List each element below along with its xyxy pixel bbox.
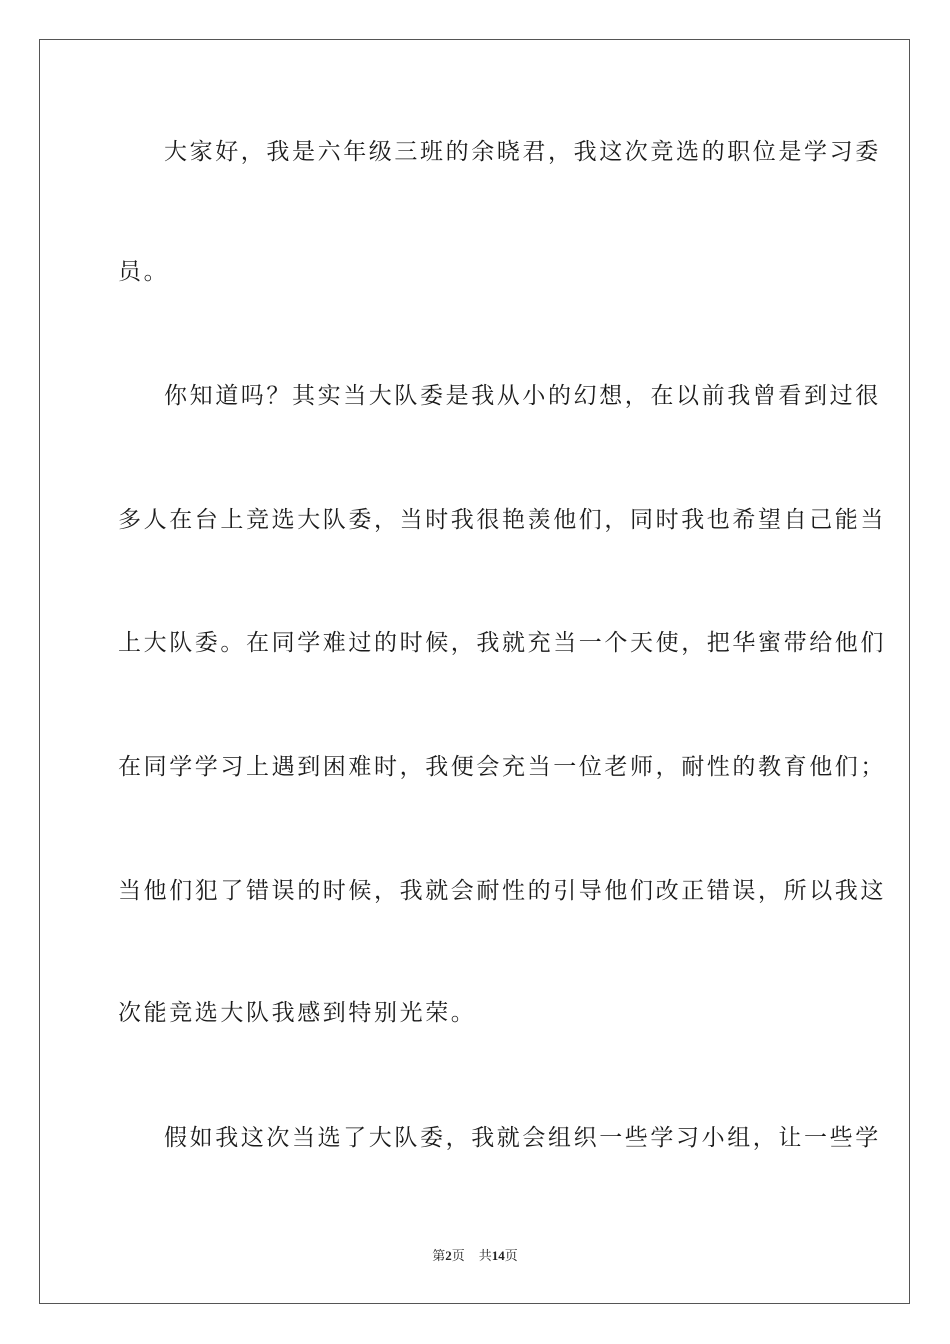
paragraph-1-line-2: 员。: [118, 259, 170, 285]
paragraph-1-line-1: 大家好，我是六年级三班的余晓君，我这次竞选的职位是学习委: [164, 139, 881, 165]
total-pages: 14: [491, 1248, 505, 1263]
total-suffix: 页: [504, 1249, 518, 1264]
paragraph-2-line-5: 当他们犯了错误的时候，我就会耐性的引导他们改正错误，所以我这: [118, 878, 886, 904]
paragraph-2-line-2: 多人在台上竞选大队委，当时我很艳羡他们，同时我也希望自己能当: [118, 507, 886, 533]
total-prefix: 共: [478, 1249, 492, 1264]
page-number: 2: [445, 1248, 452, 1263]
paragraph-3-line-1: 假如我这次当选了大队委，我就会组织一些学习小组，让一些学: [164, 1125, 881, 1151]
paragraph-2-line-6: 次能竞选大队我感到特别光荣。: [118, 1000, 477, 1026]
page-border: [39, 39, 910, 1304]
page-prefix: 第: [432, 1249, 446, 1264]
paragraph-2-line-3: 上大队委。在同学难过的时候，我就充当一个天使，把华蜜带给他们: [118, 630, 886, 656]
page-suffix: 页: [451, 1249, 465, 1264]
page-footer: [0, 1247, 950, 1266]
paragraph-2-line-1: 你知道吗？其实当大队委是我从小的幻想，在以前我曾看到过很: [164, 383, 881, 409]
paragraph-2-line-4: 在同学学习上遇到困难时，我便会充当一位老师，耐性的教育他们；: [118, 754, 886, 780]
